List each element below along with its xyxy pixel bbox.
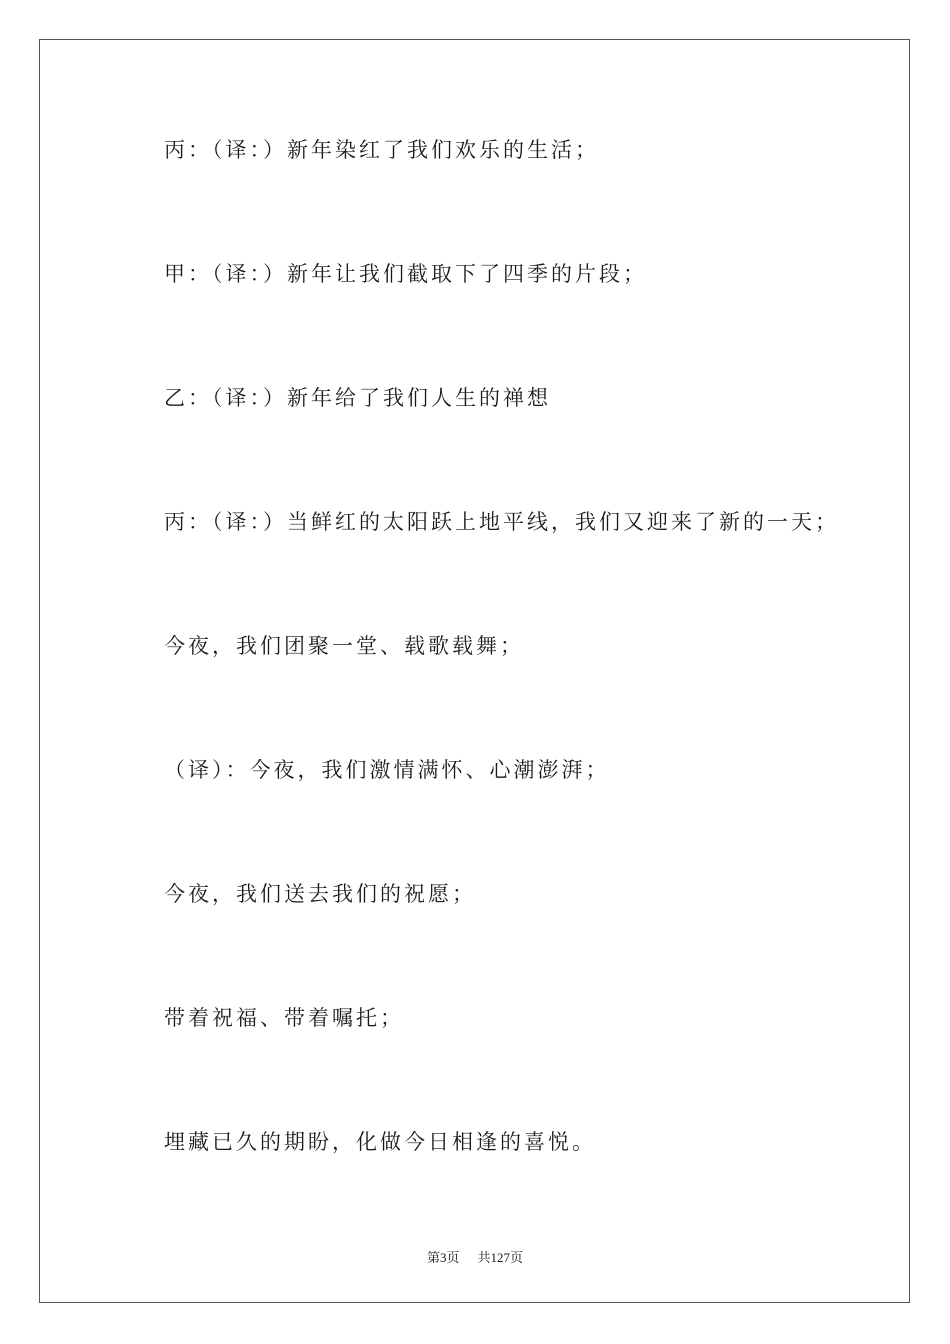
text-line: 带着祝福、带着嘱托； (164, 1006, 404, 1030)
text-line: 丙：（译：）新年染红了我们欢乐的生活； (164, 138, 599, 162)
text-line: 甲：（译：）新年让我们截取下了四季的片段； (164, 262, 647, 286)
text-line: 今夜，我们团聚一堂、载歌载舞； (164, 634, 524, 658)
text-line: 丙：（译：）当鲜红的太阳跃上地平线，我们又迎来了新的一天； (164, 510, 839, 534)
page-number: 第3页 (426, 1250, 460, 1265)
page-footer (0, 1247, 950, 1266)
total-pages: 共127页 (477, 1250, 524, 1265)
page-border (39, 39, 910, 1303)
text-line: 今夜，我们送去我们的祝愿； (164, 882, 476, 906)
text-line: 乙：（译：）新年给了我们人生的禅想 (164, 386, 551, 410)
text-line: （译）：今夜，我们激情满怀、心潮澎湃； (164, 758, 610, 782)
text-line: 埋藏已久的期盼，化做今日相逢的喜悦。 (164, 1130, 596, 1154)
